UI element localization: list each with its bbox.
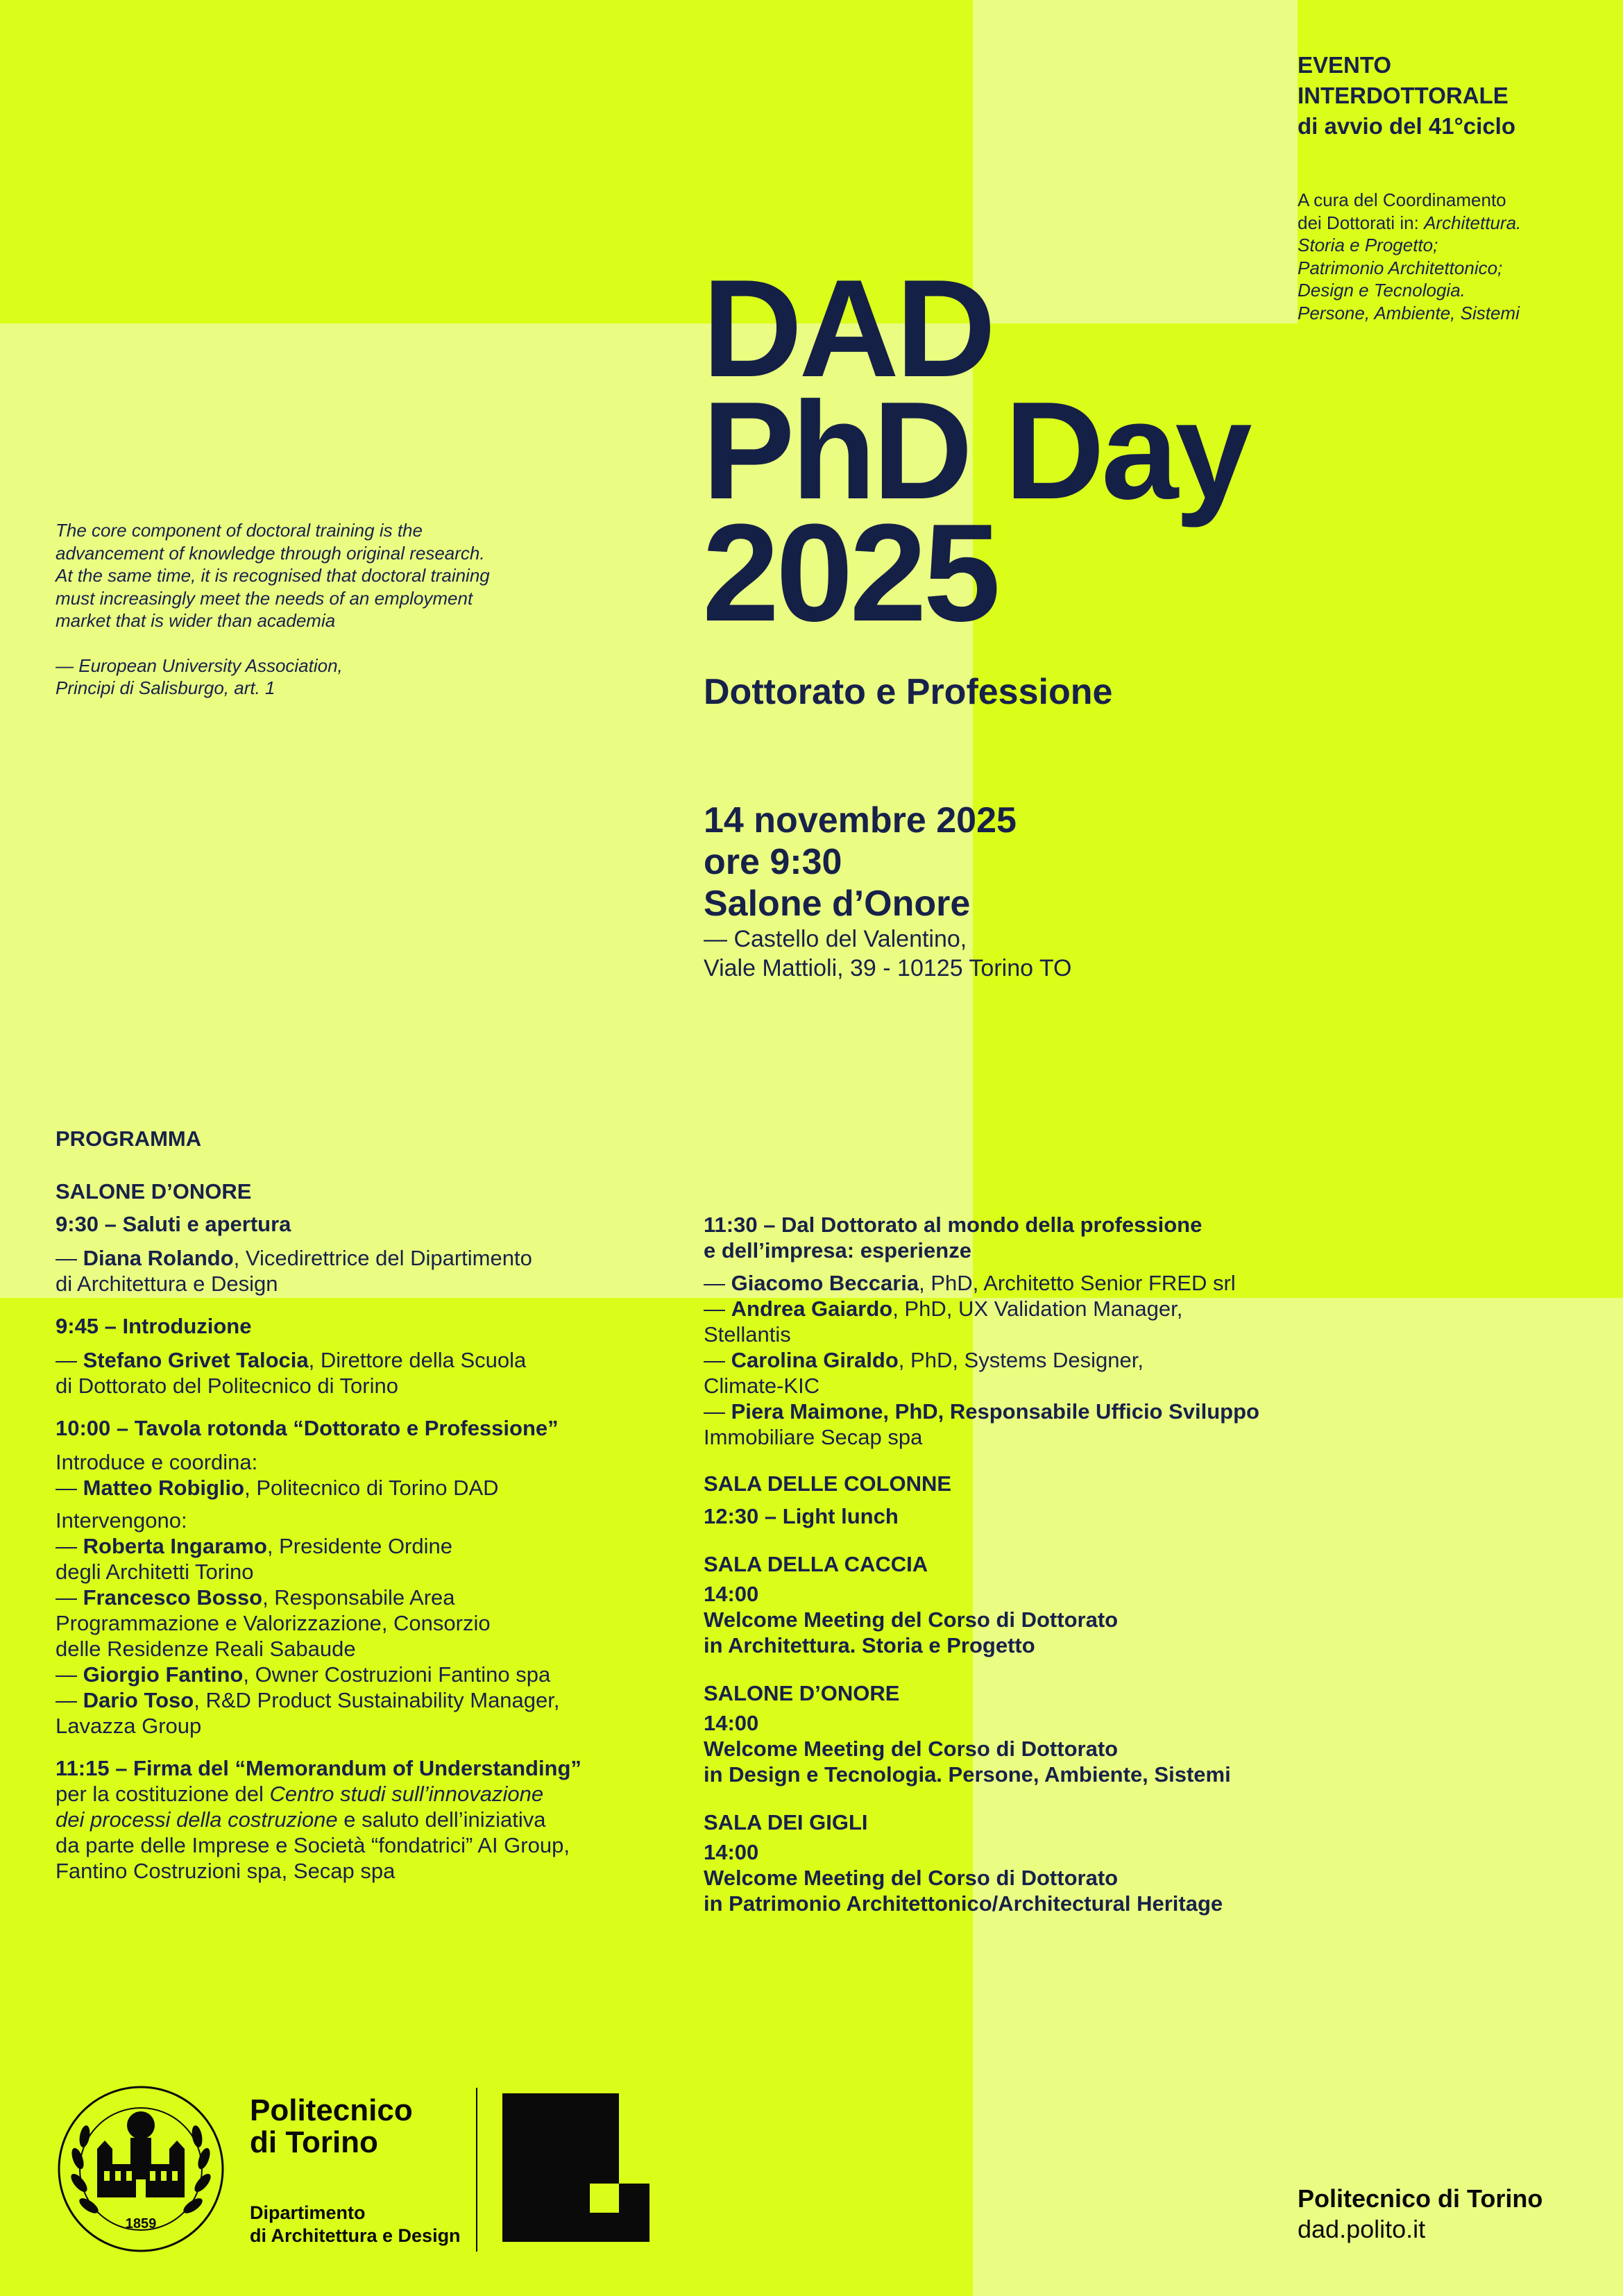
curated-text-italic: Architettura. (1424, 212, 1522, 233)
department-name (250, 2202, 461, 2247)
polito-wordmark (250, 2095, 413, 2159)
speaker-line: — Giacomo Beccaria, PhD, Architetto Senior FRED srl (704, 1271, 1236, 1295)
text-line: dei processi della costruzione e saluto dell’iniziativa (56, 1807, 546, 1832)
speaker-name: Diana Rolando (83, 1246, 234, 1270)
speaker-name: Matteo Robiglio (83, 1476, 245, 1500)
session-title: in Patrimonio Architettonico/Architectural Heritage (704, 1891, 1223, 1916)
programme-left-column (56, 1179, 680, 1884)
text-line: Intervengono: (56, 1508, 187, 1533)
dad-logo-icon (502, 2093, 649, 2242)
session-title: Welcome Meeting del Corso di Dottorato (704, 1866, 1119, 1890)
speaker-line: Programmazione e Valorizzazione, Consorzio (56, 1611, 491, 1635)
event-label-line: INTERDOTTORALE (1298, 83, 1509, 108)
speaker-line: Lavazza Group (56, 1714, 202, 1738)
speaker-line: Immobiliare Secap spa (704, 1425, 923, 1449)
session-time: 14:00 (704, 1582, 759, 1606)
department-line: di Architettura e Design (250, 2225, 461, 2246)
room-label: SALA DELLE COLONNE (704, 1471, 952, 1496)
curated-line (1298, 212, 1521, 235)
quote-line: market that is wider than academia (56, 610, 336, 631)
dad-mark (502, 2093, 649, 2242)
curated-line: Patrimonio Architettonico; (1298, 257, 1503, 278)
quote-line: At the same time, it is recognised that doctoral training (56, 565, 490, 586)
speaker-name: Stefano Grivet Talocia (83, 1348, 309, 1372)
speaker-line: — Andrea Gaiardo, PhD, UX Validation Manager, (704, 1297, 1183, 1321)
speaker-line: — Giorgio Fantino, Owner Costruzioni Fantino spa (56, 1662, 551, 1687)
event-address: — Castello del Valentino, (704, 926, 967, 952)
room-label: SALA DELLA CACCIA (704, 1552, 928, 1576)
speaker-line: — Dario Toso, R&D Product Sustainability Manager, (56, 1688, 560, 1712)
polito-line: di Torino (250, 2125, 378, 2159)
speaker-name: Carolina Giraldo (731, 1348, 899, 1372)
polito-seal-logo (54, 2082, 228, 2256)
curated-line: Design e Tecnologia. (1298, 280, 1465, 301)
session-title: 11:15 – Firma del “Memorandum of Understanding” (56, 1756, 581, 1780)
event-address: Viale Mattioli, 39 - 10125 Torino TO (704, 955, 1072, 981)
event-venue: Salone d’Onore (704, 884, 971, 924)
session-title: 11:30 – Dal Dottorato al mondo della professione (704, 1213, 1203, 1237)
speaker-line: Stellantis (704, 1322, 791, 1347)
session-time: 14:00 (704, 1840, 759, 1864)
speaker-line: delle Residenze Reali Sabaude (56, 1637, 356, 1661)
seal-icon (54, 2082, 228, 2256)
room-label: SALA DEI GIGLI (704, 1810, 868, 1834)
speaker-line: — Matteo Robiglio, Politecnico di Torino DAD (56, 1476, 499, 1500)
session-title: in Architettura. Storia e Progetto (704, 1633, 1035, 1657)
quote-line: The core component of doctoral training is the (56, 520, 423, 541)
footer-website-link[interactable]: dad.polito.it (1298, 2215, 1426, 2243)
title-line: PhD Day (702, 373, 1249, 528)
department-line: Dipartimento (250, 2202, 366, 2223)
polito-line: Politecnico (250, 2093, 413, 2127)
speaker-line: — Stefano Grivet Talocia, Direttore della Scuola (56, 1348, 527, 1372)
text-line: da parte delle Imprese e Società “fondatrici” AI Group, (56, 1833, 570, 1857)
speaker-line: — Piera Maimone, PhD, Responsabile Ufficio Sviluppo (704, 1399, 1259, 1424)
curated-line: Persone, Ambiente, Sistemi (1298, 302, 1520, 323)
footer-org: Politecnico di Torino (1298, 2184, 1543, 2213)
speaker-line: Climate-KIC (704, 1374, 820, 1398)
text-line: Introduce e coordina: (56, 1450, 258, 1474)
speaker-name: Francesco Bosso (83, 1585, 263, 1610)
session-title: in Design e Tecnologia. Persone, Ambiente, Sistemi (704, 1762, 1231, 1787)
session-title: 9:30 – Saluti e apertura (56, 1212, 291, 1236)
text-line: Fantino Costruzioni spa, Secap spa (56, 1859, 396, 1883)
event-label-line: di avvio del 41°ciclo (1298, 113, 1515, 139)
room-label: SALONE D’ONORE (56, 1179, 252, 1204)
quote (56, 519, 490, 700)
footer-right (1298, 2184, 1543, 2245)
event-label (1298, 50, 1515, 142)
page-title (702, 251, 1249, 650)
curated-line: Storia e Progetto; (1298, 235, 1438, 255)
speaker-line: degli Architetti Torino (56, 1560, 254, 1584)
event-details (704, 800, 1071, 983)
quote-source-line: Principi di Salisburgo, art. 1 (56, 677, 275, 698)
programme-right-column (704, 1212, 1328, 1916)
quote-line: must increasingly meet the needs of an employment (56, 587, 473, 609)
seal-year: 1859 (125, 2216, 157, 2231)
session-time: 14:00 (704, 1711, 759, 1735)
session-title: Welcome Meeting del Corso di Dottorato (704, 1607, 1119, 1632)
speaker-name: Dario Toso (83, 1688, 194, 1712)
speaker-name: Giacomo Beccaria (731, 1271, 919, 1295)
room-label: SALONE D’ONORE (704, 1681, 900, 1705)
speaker-line: di Architettura e Design (56, 1272, 278, 1296)
curated-line: A cura del Coordinamento (1298, 189, 1506, 210)
speaker-name: Roberta Ingaramo (83, 1534, 267, 1558)
footer-divider (476, 2088, 477, 2252)
programme-heading: PROGRAMMA (56, 1126, 202, 1151)
title-line: DAD (702, 251, 993, 406)
event-date: 14 novembre 2025 (704, 800, 1017, 841)
title-line: 2025 (702, 496, 997, 650)
speaker-name: Andrea Gaiardo (731, 1297, 893, 1321)
quote-line: advancement of knowledge through original research. (56, 542, 485, 564)
speaker-name: Giorgio Fantino (83, 1662, 244, 1687)
subtitle: Dottorato e Professione (704, 672, 1113, 712)
curated-text: dei Dottorati in: (1298, 212, 1425, 233)
speaker-line: — Carolina Giraldo, PhD, Systems Designer, (704, 1348, 1144, 1372)
session-title: 10:00 – Tavola rotonda “Dottorato e Professione” (56, 1416, 559, 1440)
event-label-line: EVENTO (1298, 52, 1392, 78)
event-time: ore 9:30 (704, 842, 842, 882)
session-title: e dell’impresa: esperienze (704, 1238, 971, 1263)
speaker-line: — Diana Rolando, Vicedirettrice del Dipartimento (56, 1246, 532, 1270)
speaker-line: — Francesco Bosso, Responsabile Area (56, 1585, 455, 1610)
curated-by-text (1298, 189, 1521, 324)
session-title: Welcome Meeting del Corso di Dottorato (704, 1737, 1119, 1761)
text-line: per la costituzione del Centro studi sull’innovazione (56, 1782, 544, 1806)
session-title: 12:30 – Light lunch (704, 1504, 899, 1528)
speaker-name: Piera Maimone, PhD, Responsabile Ufficio Sviluppo (731, 1399, 1259, 1424)
session-title: 9:45 – Introduzione (56, 1314, 252, 1338)
speaker-line: di Dottorato del Politecnico di Torino (56, 1374, 398, 1398)
speaker-line: — Roberta Ingaramo, Presidente Ordine (56, 1534, 452, 1558)
quote-source-line: — European University Association, (56, 655, 343, 676)
